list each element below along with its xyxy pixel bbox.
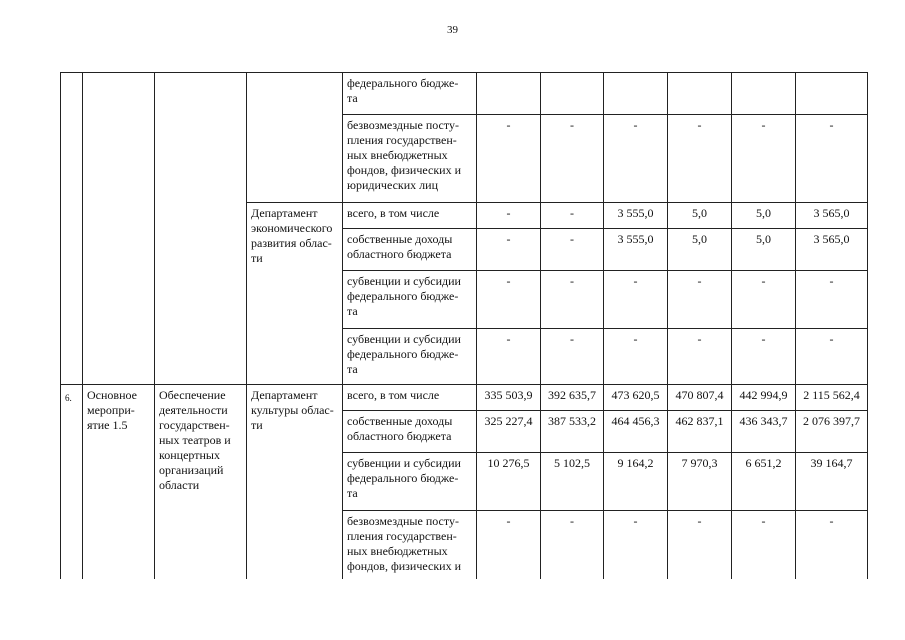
- value-cell: -: [541, 115, 604, 203]
- value-cell: -: [668, 329, 732, 385]
- value-cell: 5,0: [732, 229, 796, 271]
- executor-cell: [247, 73, 343, 203]
- value-cell: 39 164,7: [796, 453, 868, 511]
- value-cell: -: [477, 229, 541, 271]
- source-cell: субвенции и субсидии федерального бюдже- та: [343, 271, 477, 329]
- source-cell: собственные доходы областного бюджета: [343, 411, 477, 453]
- value-cell: 387 533,2: [541, 411, 604, 453]
- value-cell: 470 807,4: [668, 385, 732, 411]
- value-cell: 9 164,2: [604, 453, 668, 511]
- source-cell: субвенции и субсидии федерального бюдже- та: [343, 453, 477, 511]
- source-cell: всего, в том числе: [343, 203, 477, 229]
- source-cell: безвозмездные посту- пления государствен- ных внебюджетных фондов, физических и: [343, 511, 477, 579]
- event-name-cell: [155, 73, 247, 385]
- value-cell: 3 565,0: [796, 203, 868, 229]
- value-cell: -: [732, 115, 796, 203]
- value-cell: -: [541, 203, 604, 229]
- value-cell: -: [541, 329, 604, 385]
- event-cell: Основное меропри- ятие 1.5: [83, 385, 155, 579]
- value-cell: [796, 73, 868, 115]
- value-cell: -: [796, 115, 868, 203]
- value-cell: 3 555,0: [604, 203, 668, 229]
- value-cell: 462 837,1: [668, 411, 732, 453]
- source-cell: субвенции и субсидии федерального бюдже- та: [343, 329, 477, 385]
- value-cell: 10 276,5: [477, 453, 541, 511]
- value-cell: -: [668, 511, 732, 579]
- value-cell: -: [796, 511, 868, 579]
- value-cell: 2 115 562,4: [796, 385, 868, 411]
- value-cell: 5,0: [668, 229, 732, 271]
- source-cell: всего, в том числе: [343, 385, 477, 411]
- value-cell: -: [541, 229, 604, 271]
- value-cell: 6 651,2: [732, 453, 796, 511]
- value-cell: 5,0: [668, 203, 732, 229]
- value-cell: [604, 73, 668, 115]
- value-cell: -: [604, 329, 668, 385]
- value-cell: -: [604, 511, 668, 579]
- value-cell: 2 076 397,7: [796, 411, 868, 453]
- table-row: [61, 385, 868, 411]
- value-cell: -: [604, 271, 668, 329]
- value-cell: 325 227,4: [477, 411, 541, 453]
- value-cell: -: [541, 271, 604, 329]
- value-cell: 473 620,5: [604, 385, 668, 411]
- row-number-cell: 6.: [61, 385, 83, 579]
- value-cell: 442 994,9: [732, 385, 796, 411]
- value-cell: -: [668, 115, 732, 203]
- value-cell: 464 456,3: [604, 411, 668, 453]
- value-cell: -: [796, 329, 868, 385]
- value-cell: 5,0: [732, 203, 796, 229]
- event-cell: [83, 73, 155, 385]
- value-cell: [668, 73, 732, 115]
- value-cell: -: [732, 271, 796, 329]
- source-cell: собственные доходы областного бюджета: [343, 229, 477, 271]
- table-row: [61, 73, 868, 115]
- value-cell: -: [541, 511, 604, 579]
- value-cell: -: [477, 329, 541, 385]
- value-cell: -: [604, 115, 668, 203]
- value-cell: -: [477, 511, 541, 579]
- value-cell: 392 635,7: [541, 385, 604, 411]
- executor-cell: Департамент культуры облас- ти: [247, 385, 343, 579]
- value-cell: -: [732, 329, 796, 385]
- executor-cell: Департамент экономического развития облас- ти: [247, 203, 343, 385]
- source-cell: федерального бюдже- та: [343, 73, 477, 115]
- value-cell: 5 102,5: [541, 453, 604, 511]
- value-cell: -: [732, 511, 796, 579]
- value-cell: [732, 73, 796, 115]
- value-cell: -: [477, 271, 541, 329]
- value-cell: -: [477, 203, 541, 229]
- value-cell: -: [477, 115, 541, 203]
- value-cell: [541, 73, 604, 115]
- value-cell: 335 503,9: [477, 385, 541, 411]
- page-number: 39: [447, 24, 458, 36]
- row-number-cell: [61, 73, 83, 385]
- value-cell: 3 565,0: [796, 229, 868, 271]
- value-cell: 3 555,0: [604, 229, 668, 271]
- value-cell: 436 343,7: [732, 411, 796, 453]
- event-name-cell: Обеспечение деятельности государствен- ных театров и концертных организаций области: [155, 385, 247, 579]
- source-cell: безвозмездные посту- пления государствен- ных внебюджетных фондов, физических и юридических лиц: [343, 115, 477, 203]
- budget-table: [60, 72, 868, 579]
- value-cell: [477, 73, 541, 115]
- value-cell: -: [796, 271, 868, 329]
- value-cell: 7 970,3: [668, 453, 732, 511]
- value-cell: -: [668, 271, 732, 329]
